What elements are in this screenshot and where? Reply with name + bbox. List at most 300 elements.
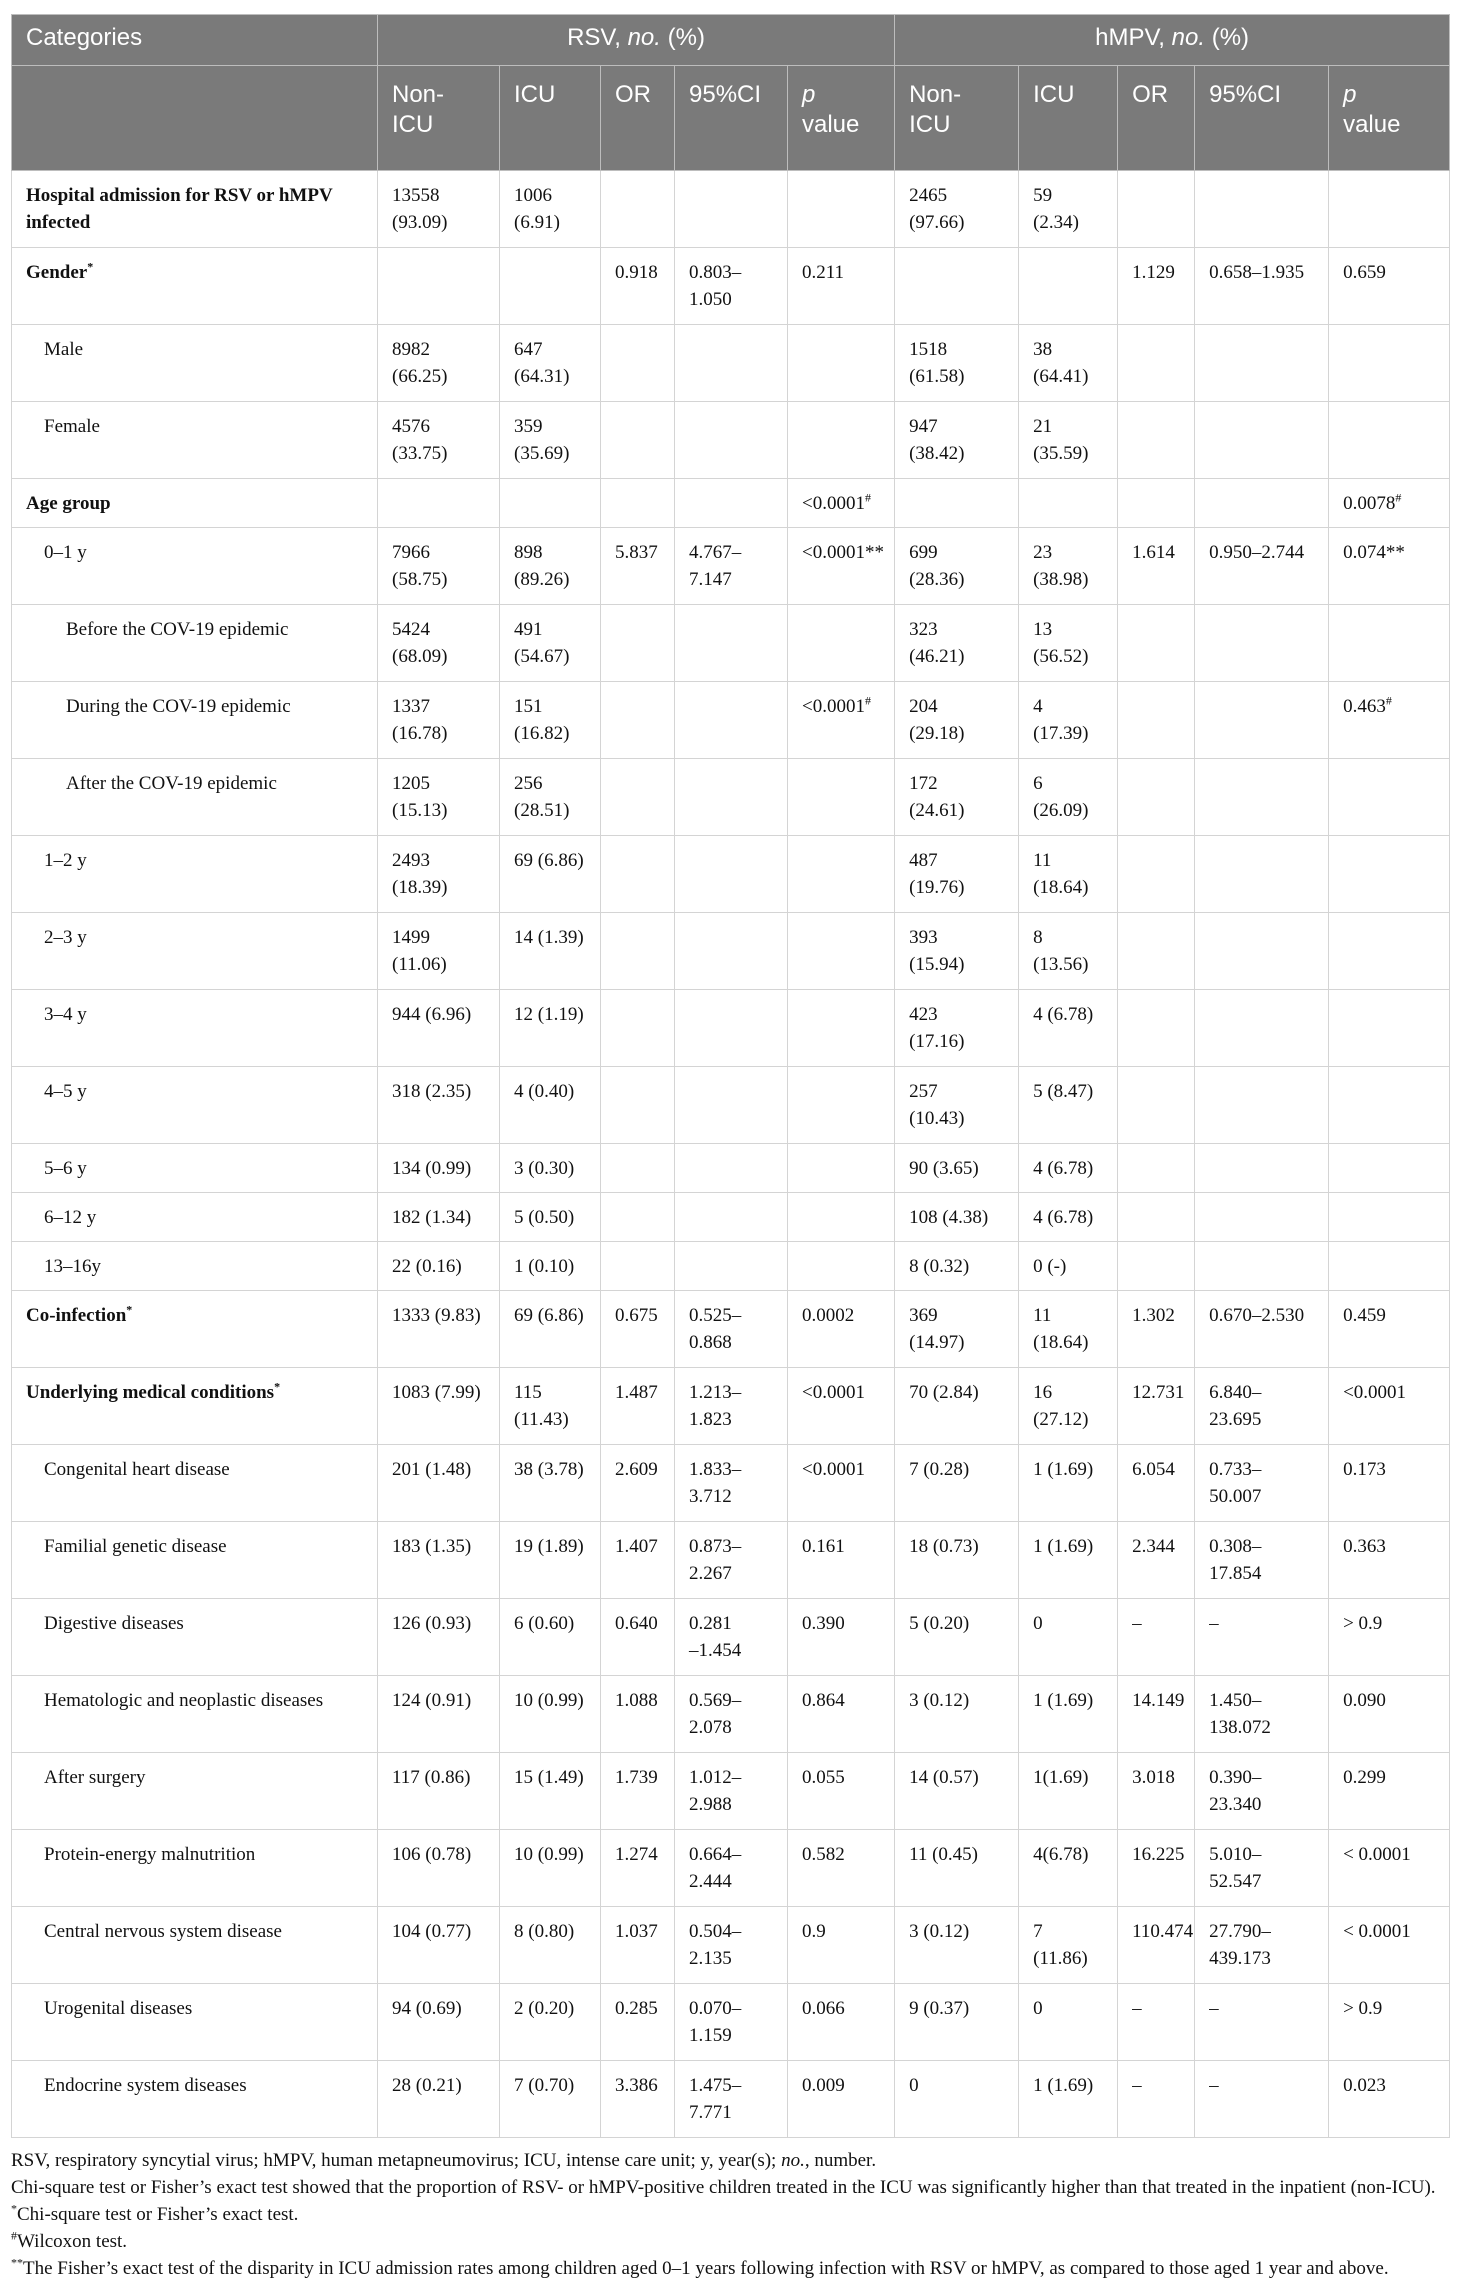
rsv-icu-cell: 2 (0.20) <box>500 1984 601 2061</box>
row-label: Underlying medical conditions* <box>12 1368 378 1445</box>
rsv-ci-cell: 1.213– 1.823 <box>675 1368 788 1445</box>
table-footnotes <box>11 2147 1449 2282</box>
table-row <box>12 248 1450 325</box>
rsv-or-cell <box>601 682 675 759</box>
hmpv-icu-cell: 0 (-) <box>1019 1242 1118 1291</box>
rsv-ci-cell: 0.569– 2.078 <box>675 1676 788 1753</box>
hmpv-ci-cell <box>1195 171 1329 248</box>
hmpv-icu-cell: 1 (1.69) <box>1019 1522 1118 1599</box>
rsv-non-icu-cell: 1083 (7.99) <box>378 1368 500 1445</box>
rsv-or-cell: 1.037 <box>601 1907 675 1984</box>
rsv-or-cell <box>601 479 675 528</box>
footnote-star: *Chi-square test or Fisher’s exact test. <box>11 2201 299 2225</box>
table-row <box>12 402 1450 479</box>
rsv-p-cell: 0.066 <box>788 1984 895 2061</box>
table-row <box>12 528 1450 605</box>
hmpv-non-icu-cell: 3 (0.12) <box>895 1907 1019 1984</box>
hmpv-non-icu-cell: 18 (0.73) <box>895 1522 1019 1599</box>
row-label: Digestive diseases <box>12 1599 378 1676</box>
hmpv-or-cell: 1.129 <box>1118 248 1195 325</box>
rsv-ci-cell: 0.281 –1.454 <box>675 1599 788 1676</box>
hmpv-non-icu-cell: 8 (0.32) <box>895 1242 1019 1291</box>
hmpv-icu-cell: 4 (17.39) <box>1019 682 1118 759</box>
rsv-non-icu-cell <box>378 479 500 528</box>
rsv-p-cell: <0.0001# <box>788 479 895 528</box>
hmpv-non-icu-cell <box>895 479 1019 528</box>
rsv-or-cell <box>601 605 675 682</box>
rsv-non-icu-cell: 1333 (9.83) <box>378 1291 500 1368</box>
hmpv-icu-cell: 0 <box>1019 1984 1118 2061</box>
hmpv-ci-cell <box>1195 1067 1329 1144</box>
rsv-ci-cell: 0.873– 2.267 <box>675 1522 788 1599</box>
row-label: 5–6 y <box>12 1144 378 1193</box>
hmpv-non-icu-cell: 5 (0.20) <box>895 1599 1019 1676</box>
rsv-p-cell: 0.009 <box>788 2061 895 2138</box>
hmpv-ci-cell: 0.733– 50.007 <box>1195 1445 1329 1522</box>
rsv-p-cell: 0.864 <box>788 1676 895 1753</box>
hmpv-p-cell: 0.363 <box>1329 1522 1450 1599</box>
row-label: Congenital heart disease <box>12 1445 378 1522</box>
row-label: After surgery <box>12 1753 378 1830</box>
hmpv-or-cell <box>1118 913 1195 990</box>
rsv-ci-cell: 4.767– 7.147 <box>675 528 788 605</box>
footnote-chi-square-summary: Chi-square test or Fisher’s exact test showed that the proportion of RSV- or hMPV-positive children treated in the ICU was significantly higher than that treated in the inpatient (non-ICU). <box>11 2177 1436 2198</box>
row-label: 1–2 y <box>12 836 378 913</box>
hmpv-ci-cell <box>1195 605 1329 682</box>
table-row <box>12 1984 1450 2061</box>
rsv-ci-cell: 0.504– 2.135 <box>675 1907 788 1984</box>
table-row <box>12 913 1450 990</box>
rsv-or-cell <box>601 402 675 479</box>
hmpv-ci-cell <box>1195 402 1329 479</box>
rsv-or-cell <box>601 1193 675 1242</box>
hmpv-p-cell <box>1329 990 1450 1067</box>
rsv-icu-cell: 6 (0.60) <box>500 1599 601 1676</box>
hmpv-icu-cell: 4 (6.78) <box>1019 1193 1118 1242</box>
hmpv-ci-cell: 6.840– 23.695 <box>1195 1368 1329 1445</box>
header-hmpv-group: hMPV, no. (%) <box>895 15 1450 66</box>
hmpv-icu-cell: 1 (1.69) <box>1019 1676 1118 1753</box>
rsv-ci-cell <box>675 402 788 479</box>
row-label: After the COV-19 epidemic <box>12 759 378 836</box>
hmpv-icu-cell: 7 (11.86) <box>1019 1907 1118 1984</box>
rsv-or-cell: 0.285 <box>601 1984 675 2061</box>
row-label: Hematologic and neoplastic diseases <box>12 1676 378 1753</box>
row-label: Before the COV-19 epidemic <box>12 605 378 682</box>
row-label: Hospital admission for RSV or hMPV infected <box>12 171 378 248</box>
hmpv-non-icu-cell: 369 (14.97) <box>895 1291 1019 1368</box>
header-categories: Categories <box>12 15 378 66</box>
rsv-non-icu-cell: 134 (0.99) <box>378 1144 500 1193</box>
hmpv-icu-cell: 16 (27.12) <box>1019 1368 1118 1445</box>
hmpv-or-cell <box>1118 836 1195 913</box>
header-hmpv-p: p value <box>1329 66 1450 171</box>
hmpv-or-cell <box>1118 1144 1195 1193</box>
hmpv-p-cell: 0.299 <box>1329 1753 1450 1830</box>
rsv-icu-cell: 647 (64.31) <box>500 325 601 402</box>
hmpv-non-icu-cell: 423 (17.16) <box>895 990 1019 1067</box>
rsv-non-icu-cell: 117 (0.86) <box>378 1753 500 1830</box>
rsv-or-cell: 1.487 <box>601 1368 675 1445</box>
rsv-or-cell: 3.386 <box>601 2061 675 2138</box>
rsv-p-cell: <0.0001# <box>788 682 895 759</box>
table-row <box>12 1676 1450 1753</box>
rsv-icu-cell: 8 (0.80) <box>500 1907 601 1984</box>
row-label: Co-infection* <box>12 1291 378 1368</box>
hmpv-p-cell <box>1329 759 1450 836</box>
table-row <box>12 1830 1450 1907</box>
hmpv-p-cell: 0.173 <box>1329 1445 1450 1522</box>
rsv-icu-cell: 69 (6.86) <box>500 836 601 913</box>
hmpv-icu-cell: 0 <box>1019 1599 1118 1676</box>
table-row <box>12 1599 1450 1676</box>
row-label: Urogenital diseases <box>12 1984 378 2061</box>
rsv-non-icu-cell: 106 (0.78) <box>378 1830 500 1907</box>
rsv-ci-cell <box>675 171 788 248</box>
hmpv-non-icu-cell: 393 (15.94) <box>895 913 1019 990</box>
rsv-icu-cell: 1006 (6.91) <box>500 171 601 248</box>
header-rsv-icu: ICU <box>500 66 601 171</box>
rsv-or-cell: 2.609 <box>601 1445 675 1522</box>
rsv-non-icu-cell: 183 (1.35) <box>378 1522 500 1599</box>
hmpv-icu-cell: 38 (64.41) <box>1019 325 1118 402</box>
hmpv-ci-cell: 0.658–1.935 <box>1195 248 1329 325</box>
hmpv-non-icu-cell: 3 (0.12) <box>895 1676 1019 1753</box>
rsv-icu-cell: 38 (3.78) <box>500 1445 601 1522</box>
row-label: 13–16y <box>12 1242 378 1291</box>
hmpv-p-cell: > 0.9 <box>1329 1599 1450 1676</box>
rsv-p-cell: <0.0001 <box>788 1445 895 1522</box>
rsv-ci-cell <box>675 990 788 1067</box>
hmpv-icu-cell: 5 (8.47) <box>1019 1067 1118 1144</box>
hmpv-ci-cell: – <box>1195 1984 1329 2061</box>
rsv-p-cell: 0.390 <box>788 1599 895 1676</box>
rsv-p-cell <box>788 759 895 836</box>
rsv-non-icu-cell: 126 (0.93) <box>378 1599 500 1676</box>
hmpv-or-cell <box>1118 759 1195 836</box>
rsv-p-cell <box>788 171 895 248</box>
hmpv-non-icu-cell: 2465 (97.66) <box>895 171 1019 248</box>
hmpv-ci-cell: 1.450– 138.072 <box>1195 1676 1329 1753</box>
rsv-non-icu-cell: 104 (0.77) <box>378 1907 500 1984</box>
rsv-non-icu-cell: 22 (0.16) <box>378 1242 500 1291</box>
rsv-icu-cell: 491 (54.67) <box>500 605 601 682</box>
table-body <box>12 171 1450 2138</box>
hmpv-icu-cell: 1 (1.69) <box>1019 2061 1118 2138</box>
hmpv-or-cell <box>1118 479 1195 528</box>
rsv-ci-cell <box>675 759 788 836</box>
rsv-icu-cell: 7 (0.70) <box>500 2061 601 2138</box>
rsv-non-icu-cell: 1499 (11.06) <box>378 913 500 990</box>
hmpv-or-cell <box>1118 990 1195 1067</box>
rsv-or-cell <box>601 171 675 248</box>
hmpv-non-icu-cell: 1518 (61.58) <box>895 325 1019 402</box>
hmpv-ci-cell <box>1195 479 1329 528</box>
footnote-hash: #Wilcoxon test. <box>11 2228 128 2252</box>
header-rsv-ci: 95%CI <box>675 66 788 171</box>
rsv-ci-cell: 0.525– 0.868 <box>675 1291 788 1368</box>
rsv-ci-cell <box>675 682 788 759</box>
rsv-p-cell: <0.0001** <box>788 528 895 605</box>
rsv-p-cell: <0.0001 <box>788 1368 895 1445</box>
header-rsv-or: OR <box>601 66 675 171</box>
hmpv-p-cell <box>1329 171 1450 248</box>
hmpv-p-cell: 0.023 <box>1329 2061 1450 2138</box>
rsv-icu-cell: 10 (0.99) <box>500 1830 601 1907</box>
hmpv-non-icu-cell: 14 (0.57) <box>895 1753 1019 1830</box>
rsv-icu-cell: 898 (89.26) <box>500 528 601 605</box>
hmpv-or-cell: – <box>1118 2061 1195 2138</box>
hmpv-p-cell: 0.090 <box>1329 1676 1450 1753</box>
hmpv-icu-cell: 4 (6.78) <box>1019 990 1118 1067</box>
table-row <box>12 479 1450 528</box>
hmpv-icu-cell: 1(1.69) <box>1019 1753 1118 1830</box>
rsv-icu-cell <box>500 248 601 325</box>
table-row <box>12 759 1450 836</box>
hmpv-or-cell: 1.614 <box>1118 528 1195 605</box>
hmpv-p-cell: < 0.0001 <box>1329 1907 1450 1984</box>
rsv-non-icu-cell: 5424 (68.09) <box>378 605 500 682</box>
row-label: During the COV-19 epidemic <box>12 682 378 759</box>
hmpv-non-icu-cell: 947 (38.42) <box>895 402 1019 479</box>
hmpv-p-cell <box>1329 325 1450 402</box>
rsv-p-cell: 0.0002 <box>788 1291 895 1368</box>
hmpv-or-cell: 16.225 <box>1118 1830 1195 1907</box>
hmpv-p-cell <box>1329 913 1450 990</box>
hmpv-p-cell: <0.0001 <box>1329 1368 1450 1445</box>
hmpv-icu-cell: 23 (38.98) <box>1019 528 1118 605</box>
hmpv-or-cell <box>1118 1067 1195 1144</box>
rsv-p-cell <box>788 1144 895 1193</box>
hmpv-icu-cell: 8 (13.56) <box>1019 913 1118 990</box>
footnote-abbreviations: RSV, respiratory syncytial virus; hMPV, human metapneumovirus; ICU, intense care unit; y, year(s); no., number. <box>11 2150 877 2171</box>
table-row <box>12 990 1450 1067</box>
hmpv-non-icu-cell: 11 (0.45) <box>895 1830 1019 1907</box>
table-row <box>12 1067 1450 1144</box>
rsv-ci-cell: 1.833– 3.712 <box>675 1445 788 1522</box>
table-row <box>12 1522 1450 1599</box>
rsv-non-icu-cell: 28 (0.21) <box>378 2061 500 2138</box>
hmpv-ci-cell <box>1195 836 1329 913</box>
rsv-ci-cell: 0.664– 2.444 <box>675 1830 788 1907</box>
footnote-double-star: **The Fisher’s exact test of the disparity in ICU admission rates among children aged 0–1 years following infection with RSV or hMPV, as compared to those aged 1 year and above. <box>11 2255 1389 2279</box>
hmpv-non-icu-cell: 204 (29.18) <box>895 682 1019 759</box>
hmpv-ci-cell: – <box>1195 2061 1329 2138</box>
rsv-icu-cell: 14 (1.39) <box>500 913 601 990</box>
hmpv-or-cell: 3.018 <box>1118 1753 1195 1830</box>
hmpv-or-cell: – <box>1118 1599 1195 1676</box>
rsv-non-icu-cell: 201 (1.48) <box>378 1445 500 1522</box>
row-label: 0–1 y <box>12 528 378 605</box>
hmpv-ci-cell: 0.390– 23.340 <box>1195 1753 1329 1830</box>
hmpv-ci-cell: 0.670–2.530 <box>1195 1291 1329 1368</box>
hmpv-ci-cell <box>1195 1242 1329 1291</box>
rsv-non-icu-cell: 182 (1.34) <box>378 1193 500 1242</box>
row-label: 4–5 y <box>12 1067 378 1144</box>
rsv-p-cell <box>788 1193 895 1242</box>
rsv-or-cell: 1.407 <box>601 1522 675 1599</box>
hmpv-or-cell: 12.731 <box>1118 1368 1195 1445</box>
rsv-ci-cell: 0.070– 1.159 <box>675 1984 788 2061</box>
header-hmpv-or: OR <box>1118 66 1195 171</box>
row-label: Central nervous system disease <box>12 1907 378 1984</box>
table-row <box>12 325 1450 402</box>
rsv-p-cell <box>788 325 895 402</box>
table-row <box>12 1193 1450 1242</box>
hmpv-p-cell: 0.459 <box>1329 1291 1450 1368</box>
header-rsv-group: RSV, no. (%) <box>378 15 895 66</box>
rsv-icu-cell: 12 (1.19) <box>500 990 601 1067</box>
hmpv-or-cell <box>1118 1193 1195 1242</box>
rsv-icu-cell: 3 (0.30) <box>500 1144 601 1193</box>
rsv-non-icu-cell: 2493 (18.39) <box>378 836 500 913</box>
rsv-icu-cell: 4 (0.40) <box>500 1067 601 1144</box>
hmpv-p-cell <box>1329 605 1450 682</box>
rsv-p-cell <box>788 1242 895 1291</box>
table-header <box>12 15 1450 171</box>
rsv-or-cell: 1.739 <box>601 1753 675 1830</box>
rsv-p-cell <box>788 402 895 479</box>
document <box>11 14 1449 2282</box>
hmpv-or-cell <box>1118 171 1195 248</box>
hmpv-ci-cell: 27.790– 439.173 <box>1195 1907 1329 1984</box>
hmpv-icu-cell: 1 (1.69) <box>1019 1445 1118 1522</box>
row-label: 6–12 y <box>12 1193 378 1242</box>
hmpv-or-cell <box>1118 605 1195 682</box>
hmpv-ci-cell: – <box>1195 1599 1329 1676</box>
rsv-or-cell: 0.640 <box>601 1599 675 1676</box>
hmpv-ci-cell <box>1195 990 1329 1067</box>
header-rsv-p: p value <box>788 66 895 171</box>
hmpv-ci-cell <box>1195 759 1329 836</box>
rsv-ci-cell: 1.475– 7.771 <box>675 2061 788 2138</box>
rsv-non-icu-cell: 8982 (66.25) <box>378 325 500 402</box>
row-label: Female <box>12 402 378 479</box>
hmpv-or-cell: 6.054 <box>1118 1445 1195 1522</box>
rsv-ci-cell <box>675 605 788 682</box>
hmpv-ci-cell <box>1195 1144 1329 1193</box>
hmpv-icu-cell <box>1019 248 1118 325</box>
hmpv-icu-cell: 11 (18.64) <box>1019 1291 1118 1368</box>
hmpv-non-icu-cell: 90 (3.65) <box>895 1144 1019 1193</box>
hmpv-or-cell <box>1118 1242 1195 1291</box>
row-label: 3–4 y <box>12 990 378 1067</box>
rsv-icu-cell: 151 (16.82) <box>500 682 601 759</box>
hmpv-non-icu-cell: 257 (10.43) <box>895 1067 1019 1144</box>
table-row <box>12 2061 1450 2138</box>
hmpv-p-cell: 0.0078# <box>1329 479 1450 528</box>
rsv-non-icu-cell: 4576 (33.75) <box>378 402 500 479</box>
rsv-ci-cell <box>675 479 788 528</box>
hmpv-p-cell: 0.659 <box>1329 248 1450 325</box>
rsv-or-cell <box>601 1144 675 1193</box>
table-row <box>12 1291 1450 1368</box>
rsv-ci-cell <box>675 836 788 913</box>
header-hmpv-icu: ICU <box>1019 66 1118 171</box>
hmpv-non-icu-cell: 7 (0.28) <box>895 1445 1019 1522</box>
table-row <box>12 1907 1450 1984</box>
rsv-icu-cell: 10 (0.99) <box>500 1676 601 1753</box>
hmpv-non-icu-cell: 323 (46.21) <box>895 605 1019 682</box>
hmpv-non-icu-cell: 108 (4.38) <box>895 1193 1019 1242</box>
rsv-ci-cell: 1.012– 2.988 <box>675 1753 788 1830</box>
rsv-p-cell: 0.161 <box>788 1522 895 1599</box>
hmpv-non-icu-cell: 172 (24.61) <box>895 759 1019 836</box>
hmpv-p-cell <box>1329 1144 1450 1193</box>
hmpv-ci-cell: 5.010– 52.547 <box>1195 1830 1329 1907</box>
rsv-ci-cell <box>675 1067 788 1144</box>
rsv-ci-cell <box>675 1242 788 1291</box>
row-label: Age group <box>12 479 378 528</box>
rsv-p-cell <box>788 836 895 913</box>
table-row <box>12 682 1450 759</box>
hmpv-icu-cell: 11 (18.64) <box>1019 836 1118 913</box>
hmpv-p-cell: > 0.9 <box>1329 1984 1450 2061</box>
header-empty <box>12 66 378 171</box>
rsv-p-cell: 0.211 <box>788 248 895 325</box>
hmpv-p-cell: 0.463# <box>1329 682 1450 759</box>
rsv-ci-cell <box>675 1144 788 1193</box>
row-label: Gender* <box>12 248 378 325</box>
rsv-non-icu-cell: 124 (0.91) <box>378 1676 500 1753</box>
rsv-icu-cell: 15 (1.49) <box>500 1753 601 1830</box>
hmpv-ci-cell <box>1195 325 1329 402</box>
hmpv-p-cell <box>1329 1242 1450 1291</box>
rsv-icu-cell: 5 (0.50) <box>500 1193 601 1242</box>
rsv-or-cell: 0.675 <box>601 1291 675 1368</box>
rsv-p-cell: 0.582 <box>788 1830 895 1907</box>
hmpv-icu-cell: 59 (2.34) <box>1019 171 1118 248</box>
row-label: Male <box>12 325 378 402</box>
hmpv-ci-cell <box>1195 1193 1329 1242</box>
rsv-icu-cell: 69 (6.86) <box>500 1291 601 1368</box>
hmpv-ci-cell: 0.308– 17.854 <box>1195 1522 1329 1599</box>
hmpv-or-cell: 14.149 <box>1118 1676 1195 1753</box>
rsv-or-cell <box>601 990 675 1067</box>
table-row <box>12 1144 1450 1193</box>
hmpv-or-cell: – <box>1118 1984 1195 2061</box>
hmpv-p-cell <box>1329 402 1450 479</box>
rsv-p-cell <box>788 990 895 1067</box>
hmpv-or-cell <box>1118 402 1195 479</box>
hmpv-p-cell <box>1329 1067 1450 1144</box>
rsv-or-cell <box>601 1242 675 1291</box>
rsv-or-cell <box>601 759 675 836</box>
rsv-or-cell <box>601 913 675 990</box>
hmpv-or-cell: 110.474 <box>1118 1907 1195 1984</box>
hmpv-or-cell <box>1118 682 1195 759</box>
hmpv-icu-cell: 4(6.78) <box>1019 1830 1118 1907</box>
rsv-icu-cell: 19 (1.89) <box>500 1522 601 1599</box>
hmpv-p-cell: < 0.0001 <box>1329 1830 1450 1907</box>
header-hmpv-ci: 95%CI <box>1195 66 1329 171</box>
hmpv-non-icu-cell: 70 (2.84) <box>895 1368 1019 1445</box>
hmpv-p-cell <box>1329 836 1450 913</box>
rsv-p-cell: 0.055 <box>788 1753 895 1830</box>
rsv-ci-cell <box>675 913 788 990</box>
results-table <box>11 14 1450 2138</box>
row-label: 2–3 y <box>12 913 378 990</box>
rsv-non-icu-cell: 13558 (93.09) <box>378 171 500 248</box>
rsv-icu-cell: 1 (0.10) <box>500 1242 601 1291</box>
table-row <box>12 1445 1450 1522</box>
row-label: Endocrine system diseases <box>12 2061 378 2138</box>
table-row <box>12 171 1450 248</box>
rsv-non-icu-cell: 944 (6.96) <box>378 990 500 1067</box>
rsv-non-icu-cell: 7966 (58.75) <box>378 528 500 605</box>
table-row <box>12 836 1450 913</box>
rsv-or-cell: 5.837 <box>601 528 675 605</box>
